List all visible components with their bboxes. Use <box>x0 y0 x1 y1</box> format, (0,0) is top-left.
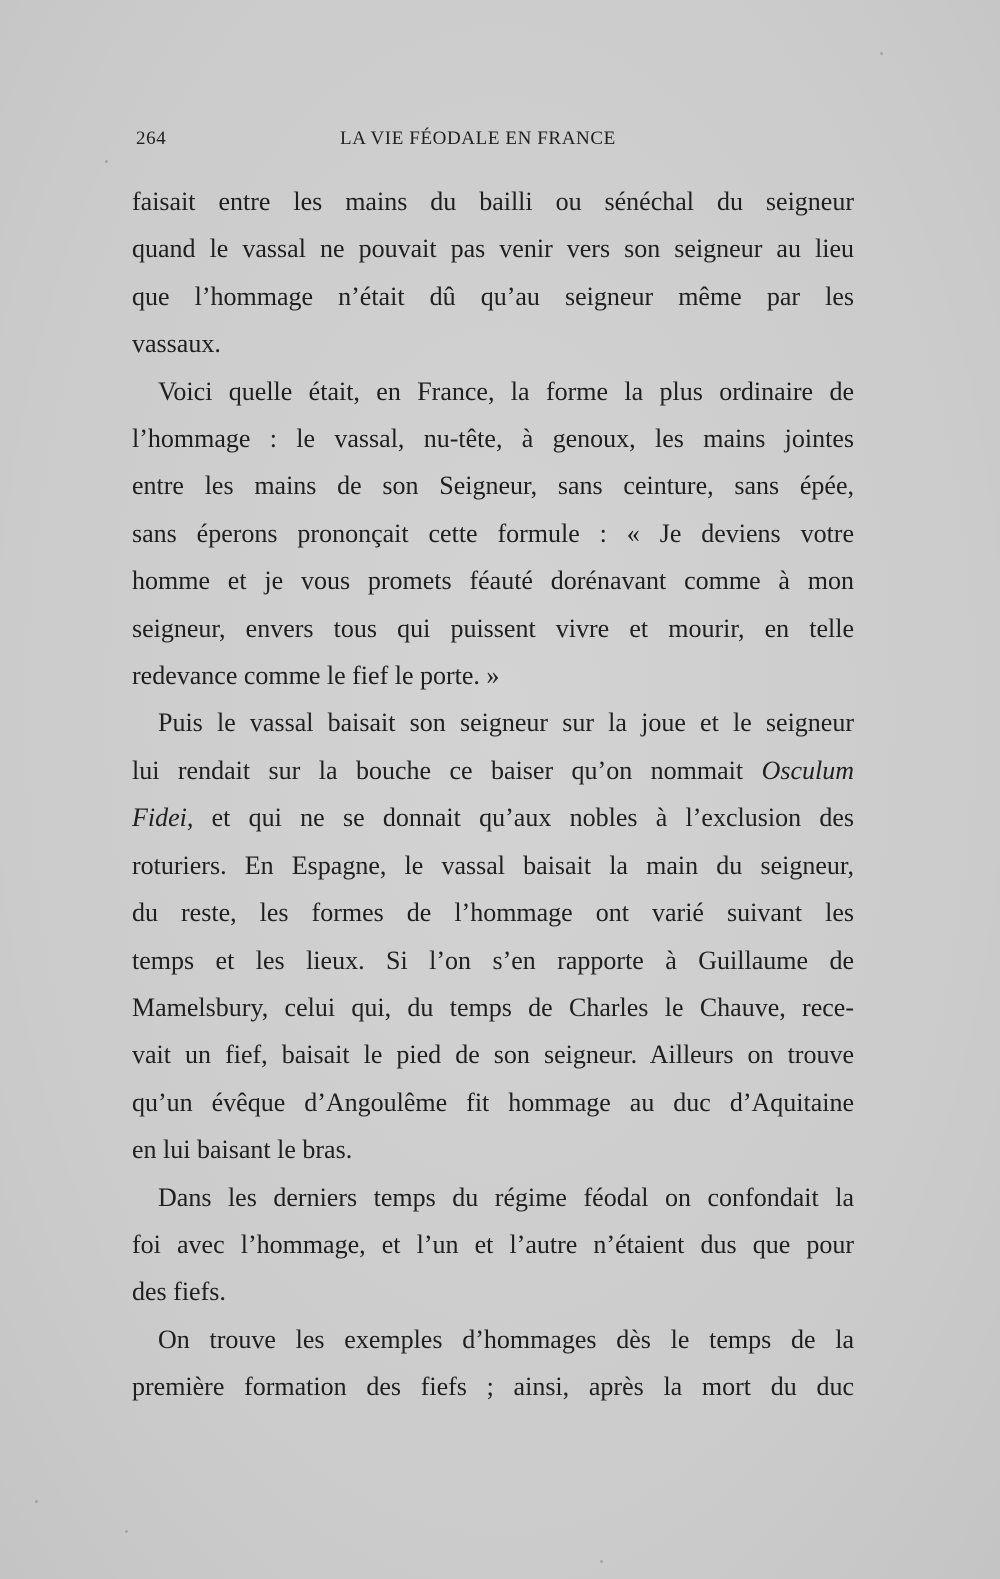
text-line: l’hommage : le vassal, nu-tête, à genoux, les mains jointes <box>132 424 854 454</box>
text-line: Puis le vassal baisait son seigneur sur la joue et le seigneur <box>158 708 854 738</box>
text-line: Dans les derniers temps du régime féodal on confondait la <box>158 1182 854 1212</box>
paper-speck <box>35 1500 38 1503</box>
text-line: roturiers. En Espagne, le vassal baisait la main du seigneur, <box>132 850 854 880</box>
text-run: et qui ne se donnait qu’aux nobles à l’exclusion des <box>193 803 854 833</box>
text-line: entre les mains de son Seigneur, sans ceinture, sans épée, <box>132 471 854 501</box>
latin-term: Osculum <box>761 755 854 785</box>
text-line: qu’un évêque d’Angoulême fit hommage au duc d’Aquitaine <box>132 1087 854 1117</box>
running-title: LA VIE FÉODALE EN FRANCE <box>340 128 616 149</box>
text-line: que l’hommage n’était dû qu’au seigneur même par les <box>132 281 854 311</box>
text-line: vassaux. <box>132 329 221 359</box>
text-line: Voici quelle était, en France, la forme la plus ordinaire de <box>158 376 854 406</box>
text-line: première formation des fiefs ; ainsi, après la mort du duc <box>132 1372 854 1402</box>
paper-speck <box>600 1560 603 1563</box>
paper-speck <box>105 160 108 163</box>
page-number: 264 <box>136 128 167 149</box>
text-line <box>132 794 854 841</box>
text-line: Mamelsbury, celui qui, du temps de Charles le Chauve, rece- <box>132 992 854 1022</box>
text-line: temps et les lieux. Si l’on s’en rapporte à Guillaume de <box>132 945 854 975</box>
text-line: On trouve les exemples d’hommages dès le temps de la <box>158 1324 854 1354</box>
text-line <box>132 747 854 794</box>
text-line: des fiefs. <box>132 1277 226 1307</box>
page-header <box>136 128 656 158</box>
text-line: du reste, les formes de l’hommage ont varié suivant les <box>132 898 854 928</box>
text-line: en lui baisant le bras. <box>132 1135 353 1165</box>
latin-term: Fidei, <box>132 803 194 833</box>
text-line: quand le vassal ne pouvait pas venir vers son seigneur au lieu <box>132 234 854 264</box>
paper-speck <box>125 1530 128 1533</box>
text-line: sans éperons prononçait cette formule : « Je deviens votre <box>132 518 854 548</box>
text-line: redevance comme le fief le porte. » <box>132 661 500 691</box>
text-run: lui rendait sur la bouche ce baiser qu’on nommait <box>132 755 762 785</box>
text-line: seigneur, envers tous qui puissent vivre et mourir, en telle <box>132 613 854 643</box>
text-line: foi avec l’hommage, et l’un et l’autre n’étaient dus que pour <box>132 1229 854 1259</box>
paper-speck <box>880 52 883 55</box>
body-text <box>132 178 854 1411</box>
text-line: homme et je vous promets féauté dorénavant comme à mon <box>132 566 854 596</box>
text-line: vait un fief, baisait le pied de son seigneur. Ailleurs on trouve <box>132 1040 854 1070</box>
text-line: faisait entre les mains du bailli ou sénéchal du seigneur <box>132 187 854 216</box>
